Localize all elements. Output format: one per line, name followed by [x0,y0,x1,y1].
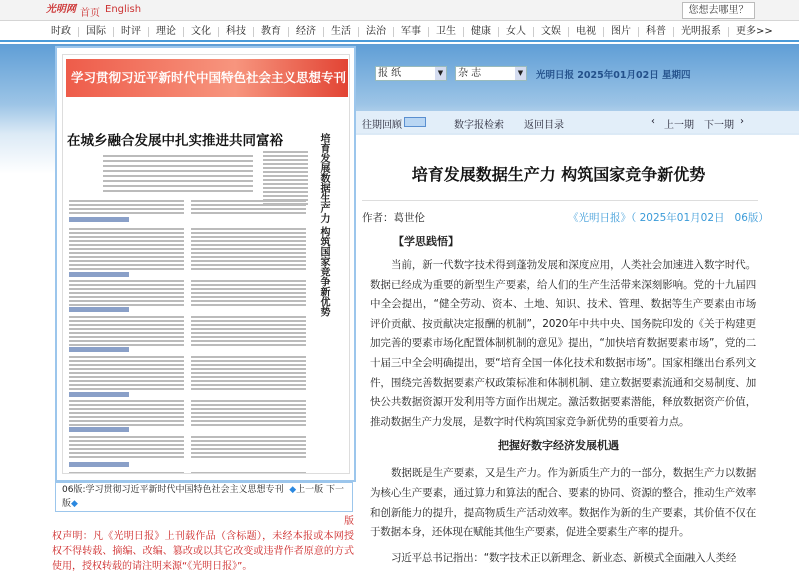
home-link[interactable]: 首页 [80,8,100,19]
paper-text-line [191,412,306,414]
paper-text-line [191,436,306,438]
paper-text-line [191,372,306,374]
paper-text-line [191,228,306,230]
paper-text-line [69,436,184,438]
paper-text-line [191,244,306,246]
paper-text-line [69,356,184,358]
nav-item[interactable]: 卫生 [429,27,464,37]
paper-text-line [263,155,308,157]
main-nav [0,22,799,42]
back-to-index-link[interactable]: 返回目录 [524,120,564,131]
nav-item[interactable]: 法治 [359,27,394,37]
paper-text-line [69,296,184,298]
paper-text-line [191,416,306,418]
newspaper-select-value: 报 纸 [378,68,402,79]
paper-text-line [191,280,306,282]
article-title: 培育发展数据生产力 构筑国家竞争新优势 [411,165,706,184]
paper-text-line [103,155,253,157]
paper-text-line [191,236,306,238]
article-content [356,160,799,574]
paper-text-line [103,190,253,192]
paper-text-line [69,360,184,362]
site-search-input[interactable]: 您想去哪里？ [682,2,755,19]
paper-text-line [69,260,184,262]
paper-text-line [191,204,306,206]
paper-text-line [191,420,306,422]
paper-text-line [69,380,184,382]
paper-text-line [191,368,306,370]
paper-text-line [69,228,184,230]
copyright-text: 权声明：凡《光明日报》上刊载作品（含标题），未经本报或本网授权不得转载、摘编、改编、篡改或以其它改变或违背作者原意的方式使用，授权转载的请注明来源“《光明日报》”。 [52,531,354,572]
paper-text-line [69,268,184,270]
newspaper-page-frame [55,46,356,482]
paper-text-line [191,408,306,410]
paper-text-line [69,244,184,246]
edition-label[interactable]: 06版:学习贯彻习近平新时代中国特色社会主义思想专刊 [62,485,284,495]
paper-text-line [191,444,306,446]
nav-item[interactable]: 更多>> [736,26,773,37]
paper-text-line [191,364,306,366]
paper-text-line [69,208,184,210]
paper-text-line [69,300,184,302]
article-paragraph: 数据既是生产要素，又是生产力。作为新质生产力的一部分，数据生产力以数据为核心生产要素，通过算力和算法的配合、要素的协同、资源的整合，推动生产效率和创新能力的提升，提高物质生产活动效率。数据作为新的生产要素，其价值不仅在于数据本身，还体现在赋能其他生产要素，促进全要素生产率的提升。 [370,467,756,539]
paper-text-line [69,240,184,242]
paper-text-line [69,404,184,406]
nav-item[interactable]: 女人 [499,27,534,37]
paper-text-line [191,332,306,334]
paper-text-line [191,324,306,326]
newspaper-page-image[interactable] [62,54,350,474]
paper-text-line [263,151,308,153]
dateline: 光明日报 2025年01月02日 星期四 [536,70,691,81]
paper-text-line [69,280,184,282]
paper-text-line [191,440,306,442]
nav-item[interactable]: 生活 [324,27,359,37]
article-author: 作者：葛世伦 [362,212,425,224]
paper-text-line [191,256,306,258]
chevron-left-icon: ‹ [651,116,655,127]
divider [362,200,758,201]
paper-text-line [69,452,184,454]
paper-text-line [69,332,184,334]
paper-text-line [69,212,184,214]
paper-text-line [69,292,184,294]
article-paragraph: 习近平总书记指出：“数字技术正以新理念、新业态、新模式全面融入人类经 [391,551,737,564]
paper-text-line [191,252,306,254]
paper-text-line [103,185,253,187]
paper-text-line [191,260,306,262]
paper-text-line [69,412,184,414]
paper-text-line [69,284,184,286]
paper-text-line [69,424,184,426]
nav-item[interactable]: 健康 [464,27,499,37]
paper-text-line [191,448,306,450]
paper-text-line [263,163,308,165]
top-bar [0,0,799,21]
paper-subheading [69,307,129,312]
paper-subheading [69,347,129,352]
paper-text-line [69,444,184,446]
paper-text-line [191,344,306,346]
article-source: 《光明日报》（ 2025年01月02日 06版） [568,212,769,224]
paper-text-line [69,288,184,290]
chevron-down-icon[interactable]: ▼ [515,67,526,80]
paper-text-line [191,316,306,318]
nav-item[interactable]: 文化 [184,27,219,37]
paper-headline[interactable]: 在城乡融合发展中扎实推进共同富裕 [67,133,283,149]
article-section-tag: 【学思践悟】 [393,235,459,248]
paper-text-line [69,456,184,458]
paper-text-line [69,344,184,346]
copyright-head: 版 [344,516,354,527]
paper-text-line [191,452,306,454]
paper-text-line [191,376,306,378]
paper-text-line [263,175,308,177]
paper-text-line [263,183,308,185]
nav-item[interactable]: 国际 [79,27,114,37]
paper-text-line [191,248,306,250]
english-link[interactable]: English [105,4,142,15]
paper-subheading [69,462,129,467]
paper-text-line [69,408,184,410]
nav-item[interactable]: 军事 [394,27,429,37]
nav-item[interactable]: 经济 [289,27,324,37]
paper-subheading [69,392,129,397]
paper-text-line [191,340,306,342]
paper-text-line [263,179,308,181]
paper-text-line [191,424,306,426]
paper-text-line [263,167,308,169]
paper-text-line [69,320,184,322]
paper-text-line [191,268,306,270]
article-meta [356,210,799,234]
paper-text-line [263,195,308,197]
paper-text-line [69,252,184,254]
paper-text-line [191,360,306,362]
paper-text-line [191,232,306,234]
paper-text-line [69,440,184,442]
paper-text-line [191,336,306,338]
paper-text-line [191,380,306,382]
paper-text-line [69,368,184,370]
paper-text-line [191,400,306,402]
magazine-select[interactable] [455,66,527,81]
edition-bar [55,482,353,512]
nav-item[interactable]: 光明报系 [674,27,729,37]
newspaper-select[interactable] [375,66,447,81]
toolbar [356,111,799,133]
paper-text-line [69,204,184,206]
paper-subheading [69,217,129,222]
paper-text-line [69,400,184,402]
paper-banner: 学习贯彻习近平新时代中国特色社会主义思想专刊 [66,59,348,97]
nav-item[interactable]: 时评 [114,27,149,37]
paper-text-line [69,376,184,378]
paper-text-line [263,187,308,189]
nav-item[interactable]: 理论 [149,27,184,37]
paper-text-line [191,404,306,406]
nav-item[interactable]: 电视 [569,27,604,37]
paper-text-line [191,208,306,210]
paper-text-line [191,284,306,286]
paper-text-line [69,388,184,390]
paper-text-line [69,340,184,342]
paper-vertical-title[interactable]: 培育发展数据生产力 构筑国家竞争新优势 [318,133,329,317]
nav-item[interactable]: 科技 [219,27,254,37]
paper-text-line [191,212,306,214]
paper-subheading [69,427,129,432]
paper-text-line [263,171,308,173]
diamond-icon: ◆ [289,485,297,495]
paper-text-line [69,236,184,238]
paper-text-line [191,300,306,302]
paper-text-line [191,356,306,358]
copyright-notice [52,514,354,574]
gmw-logo[interactable]: 光明网 [46,4,76,15]
next-edition-link[interactable]: 下一版 [62,485,345,509]
nav-item[interactable]: 科普 [639,27,674,37]
paper-text-line [191,320,306,322]
nav-item[interactable]: 图片 [604,27,639,37]
nav-item[interactable]: 文娱 [534,27,569,37]
paper-text-line [263,191,308,193]
paper-text-line [69,336,184,338]
paper-text-line [69,232,184,234]
calendar-icon[interactable] [404,117,426,127]
paper-text-line [69,316,184,318]
chevron-down-icon[interactable]: ▼ [435,67,446,80]
paper-text-line [191,288,306,290]
prev-edition-link[interactable]: 上一版 [296,485,324,495]
paper-text-line [69,472,184,474]
paper-subheading [69,272,129,277]
paper-text-line [191,384,306,386]
paper-text-line [103,175,253,177]
paper-text-line [103,165,253,167]
paper-text-line [69,420,184,422]
nav-item[interactable]: 教育 [254,27,289,37]
paper-text-line [191,472,306,474]
nav-item[interactable]: 时政 [44,27,79,37]
paper-text-line [69,372,184,374]
paper-text-line [191,304,306,306]
paper-text-line [69,256,184,258]
paper-text-line [191,240,306,242]
chevron-right-icon: › [740,116,744,127]
magazine-select-value: 杂 志 [458,68,482,79]
paper-text-line [69,304,184,306]
paper-text-line [191,388,306,390]
paper-text-line [191,296,306,298]
paper-text-line [103,160,253,162]
prev-issue-link[interactable]: 上一期 [664,120,694,131]
diamond-icon: ◆ [71,499,78,509]
paper-text-line [103,170,253,172]
paper-text-line [69,200,184,202]
paper-text-line [69,364,184,366]
paper-text-line [103,180,253,182]
paper-text-line [69,324,184,326]
archive-link[interactable]: 往期回顾 [362,120,402,131]
paper-text-line [69,448,184,450]
article-paragraph: 当前，新一代数字技术得到蓬勃发展和深度应用，人类社会加速进入数字时代。数据已经成为重要的新型生产要素，给人们的生产生活带来深刻影响。党的十九届四中全会提出，“健全劳动、资本、土地、知识、技术、管理、数据等生产要素由市场评价贡献、按贡献决定报酬的机制”，2020年中共中央、国务院印发的《关于构建更加完善的要素市场化配置体制机制的意见》提出，“加快培育数据要素市场”，党的二十届三中全会明确提出，要“培育全国一体化技术和数据市场”。国家相继出台系列文件，围绕完善数据要素产权政策标准和体制机制、建立数据要素流通和交易制度、加快公共数据资源开发利用等方面作出规定。激活数据要素潜能，释放数据资产价值，推动数据生产力发展，是数字时代构筑国家竞争新优势的重要着力点。 [370,259,756,428]
next-issue-link[interactable]: 下一期 [704,120,734,131]
paper-text-line [69,416,184,418]
paper-text-line [69,248,184,250]
paper-text-line [191,200,306,202]
paper-text-line [69,328,184,330]
paper-text-line [191,292,306,294]
article-subheading: 把握好数字经济发展机遇 [498,439,619,453]
paper-text-line [263,159,308,161]
paper-text-line [69,384,184,386]
paper-text-line [69,264,184,266]
paper-text-line [191,264,306,266]
paper-text-line [191,456,306,458]
digital-search-link[interactable]: 数字报检索 [454,120,504,131]
paper-text-line [191,328,306,330]
